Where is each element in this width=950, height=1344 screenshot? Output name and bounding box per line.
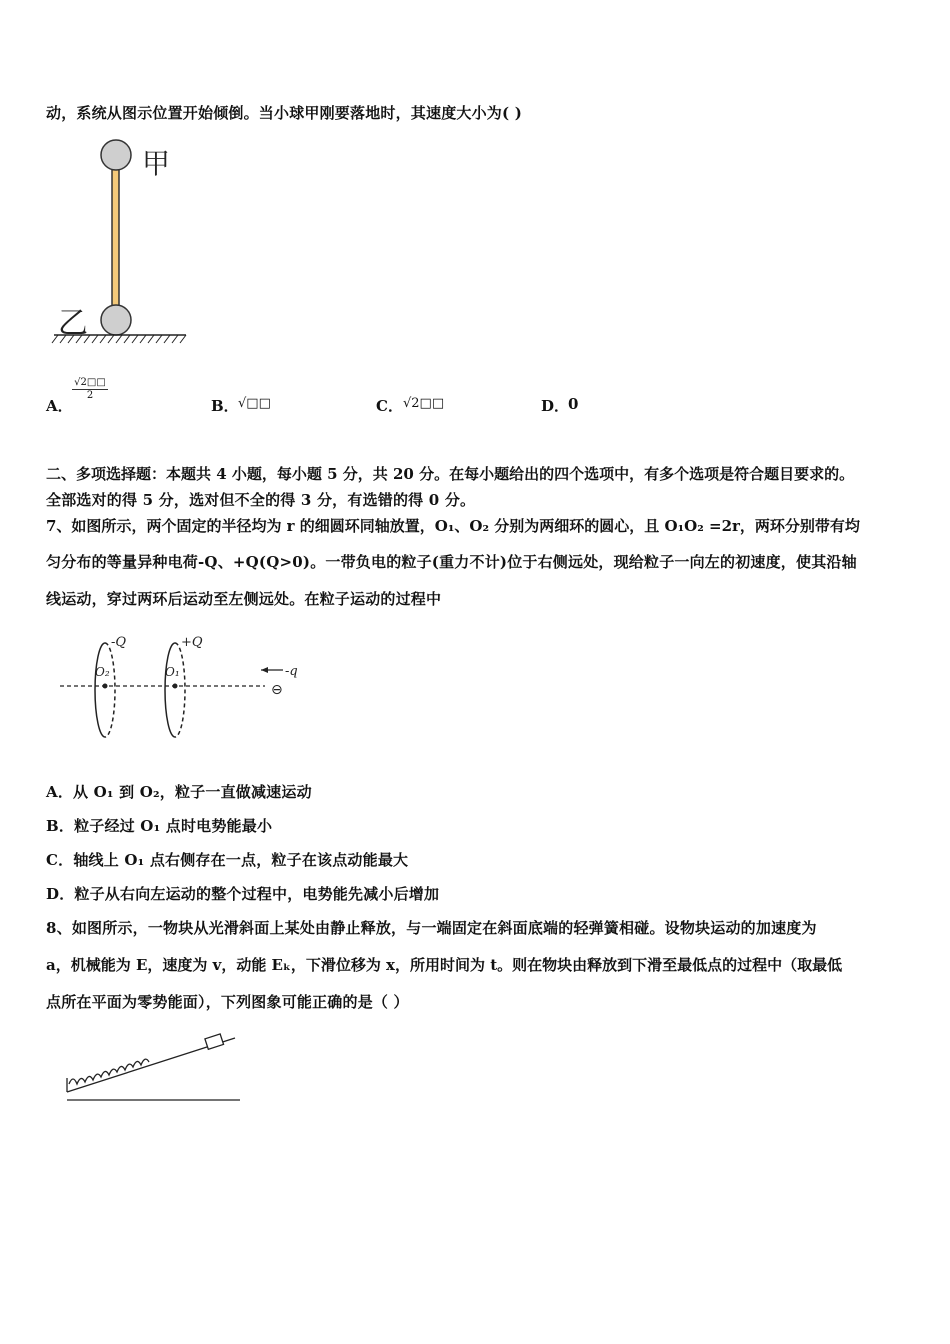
q6-figure (46, 135, 196, 350)
q7-line2: 匀分布的等量异种电荷-Q、+Q(Q>0)。一带负电的粒子(重力不计)位于右侧远处，现给粒子一向左的初速度，使其沿轴 (46, 553, 857, 571)
q7-option-b: B．粒子经过 O₁ 点时电势能最小 (46, 817, 273, 835)
q8-figure (55, 1030, 255, 1110)
label-yi: 乙 (58, 306, 88, 341)
q7-option-d: D．粒子从右向左运动的整个过程中，电势能先减小后增加 (46, 885, 440, 903)
label-neg-q: -Q (111, 635, 127, 650)
ball-jia (101, 140, 131, 170)
q6-option-d-label: D． (541, 397, 570, 415)
center-o1-dot (173, 684, 178, 689)
label-o2: O₂ (95, 665, 110, 679)
section2-line1: 二、多项选择题：本题共 4 小题，每小题 5 分，共 20 分。在每小题给出的四个选项中，有多个选项是符合题目要求的。 (46, 465, 855, 483)
ring-left (95, 643, 115, 737)
center-o2-dot (103, 684, 108, 689)
q8-line3: 点所在平面为零势能面），下列图象可能正确的是（ ） (46, 993, 409, 1011)
q7-option-a: A．从 O₁ 到 O₂，粒子一直做减速运动 (46, 783, 312, 801)
q6-option-c-label: C． (376, 397, 403, 415)
q8-line1: 8、如图所示，一物块从光滑斜面上某处由静止释放，与一端固定在斜面底端的轻弹簧相碰。设物块运动的加速度为 (46, 919, 817, 937)
label-pos-q: +Q (181, 635, 203, 650)
q6-option-c-value: √2□□ (403, 396, 445, 411)
spring (69, 1059, 149, 1084)
ball-yi (101, 305, 131, 335)
q7-option-c: C．轴线上 O₁ 点右侧存在一点，粒子在该点动能最大 (46, 851, 409, 869)
q6-stem-tail: 动，系统从图示位置开始倾倒。当小球甲刚要落地时，其速度大小为( ) (46, 104, 523, 122)
rod (112, 155, 119, 315)
particle-symbol: ⊖ (271, 682, 283, 698)
q6-option-a-numerator: √2□□ (72, 377, 108, 390)
velocity-arrowhead (261, 667, 268, 673)
q6-option-a-label: A． (46, 397, 73, 415)
q6-option-a-denominator: 2 (86, 390, 94, 401)
label-particle-q: -q (285, 664, 298, 679)
label-o1: O₁ (165, 665, 180, 679)
q6-option-d-value: 0 (568, 395, 579, 413)
ring-right (165, 643, 185, 737)
block (205, 1034, 224, 1049)
section2-line2: 全部选对的得 5 分，选对但不全的得 3 分，有选错的得 0 分。 (46, 491, 476, 509)
q8-line2: a，机械能为 E，速度为 v，动能 Eₖ，下滑位移为 x，所用时间为 t。则在物块由释放到下滑至最低点的过程中（取最低 (46, 956, 843, 974)
q6-option-a-fraction (72, 377, 108, 402)
label-jia: 甲 (142, 147, 171, 180)
q7-figure (55, 628, 315, 753)
q7-line3: 线运动，穿过两环后运动至左侧远处。在粒子运动的过程中 (46, 590, 442, 608)
q7-line1: 7、如图所示，两个固定的半径均为 r 的细圆环同轴放置，O₁、O₂ 分别为两细环的圆心，且 O₁O₂ =2r，两环分别带有均 (46, 517, 860, 535)
q6-option-b-label: B． (211, 397, 239, 415)
q6-option-b-value: √□□ (238, 396, 271, 411)
